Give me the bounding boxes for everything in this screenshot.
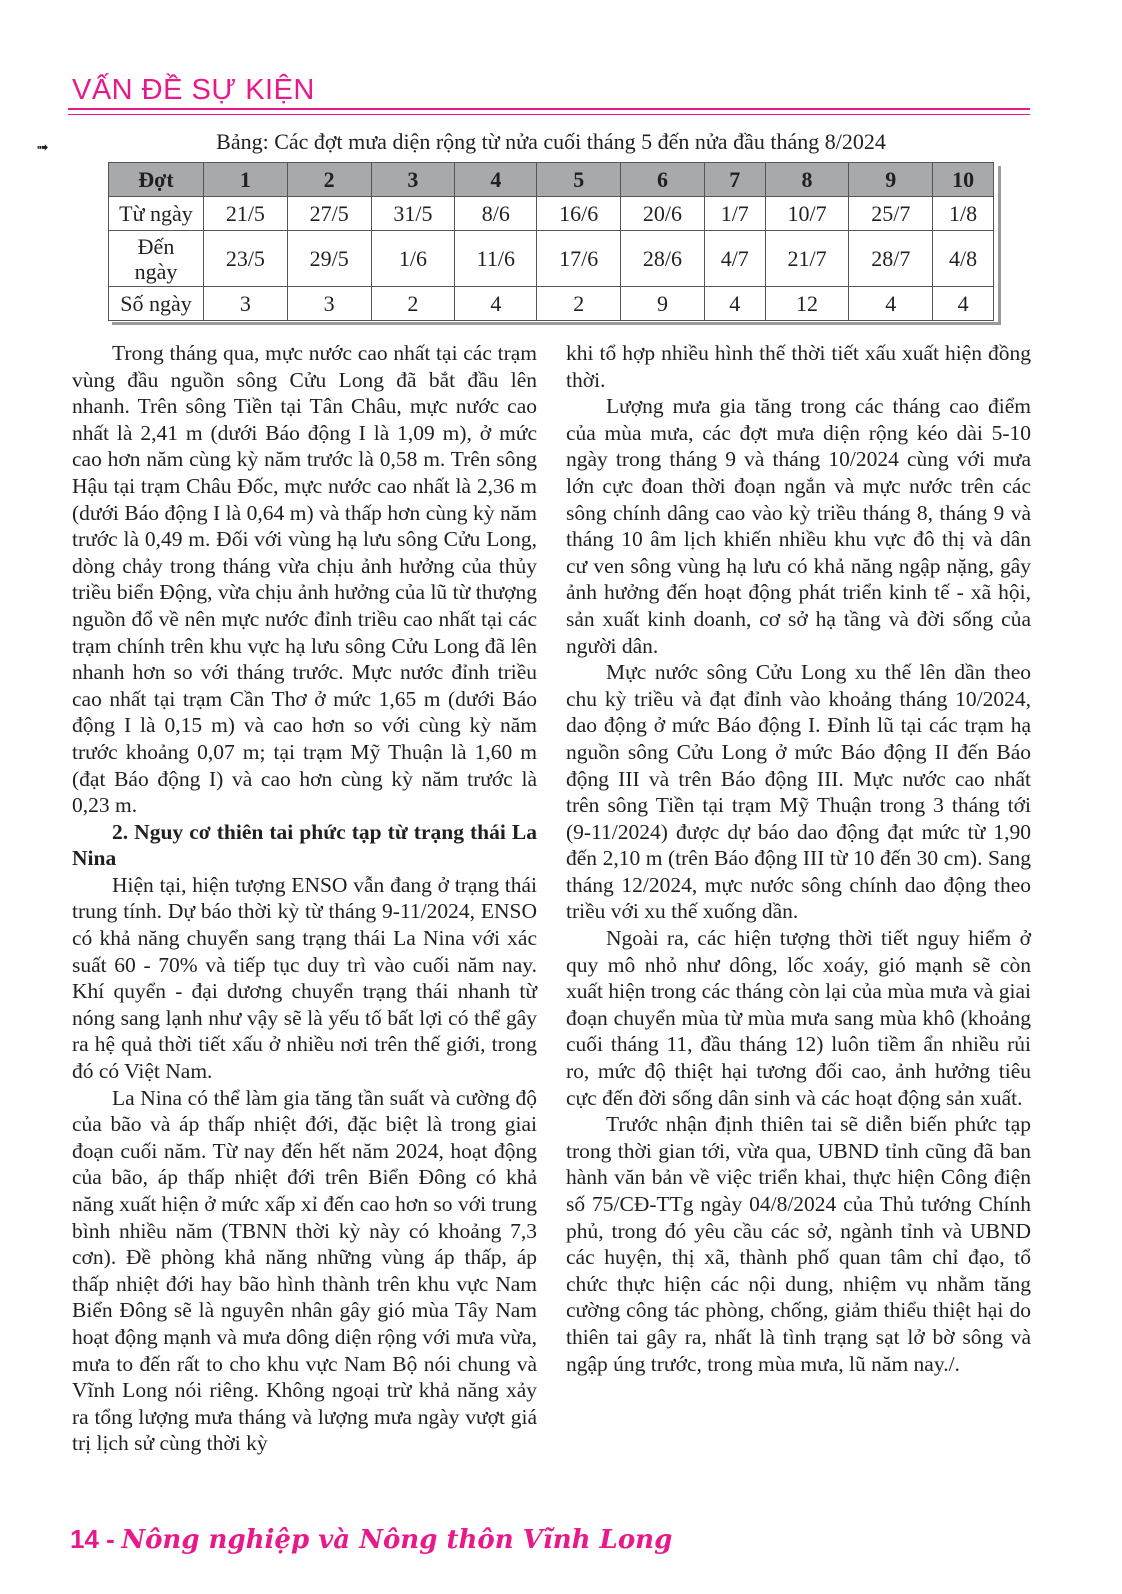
table-cell: 21/5 <box>204 197 288 231</box>
table-cell: 16/6 <box>537 197 621 231</box>
table-cell: 2 <box>537 287 621 321</box>
rainfall-table <box>108 162 994 321</box>
table-cell: 25/7 <box>849 197 933 231</box>
table-cell: 20/6 <box>621 197 705 231</box>
table-cell: 11/6 <box>455 231 537 287</box>
header-rule-thin <box>68 114 1030 115</box>
table-cell: 4 <box>455 287 537 321</box>
left-column <box>72 340 537 1457</box>
table-cell: 1/7 <box>704 197 765 231</box>
table-cell: 27/5 <box>287 197 371 231</box>
table-cell: 29/5 <box>287 231 371 287</box>
row-label: Từ ngày <box>109 197 204 231</box>
table-cell: 3 <box>204 287 288 321</box>
row-label-line: ngày <box>134 258 178 284</box>
section-title: VẤN ĐỀ SỰ KIỆN <box>72 74 315 106</box>
table-caption: Bảng: Các đợt mưa diện rộng từ nửa cuối tháng 5 đến nửa đầu tháng 8/2024 <box>216 129 886 154</box>
magazine-name: Nông nghiệp và Nông thôn Vĩnh Long <box>121 1525 673 1555</box>
table-header-cell: 6 <box>621 163 705 197</box>
page-footer <box>70 1524 672 1555</box>
section-heading: 2. Nguy cơ thiên tai phức tạp từ trạng thái La Nina <box>72 819 537 871</box>
table-header-cell: 4 <box>455 163 537 197</box>
table-cell: 12 <box>765 287 849 321</box>
table-header-row <box>109 163 994 197</box>
table-header-cell: 8 <box>765 163 849 197</box>
table-cell: 4 <box>849 287 933 321</box>
table-cell: 21/7 <box>765 231 849 287</box>
table-cell: 28/7 <box>849 231 933 287</box>
table-header-cell: 10 <box>933 163 994 197</box>
paragraph: Ngoài ra, các hiện tượng thời tiết nguy hiểm ở quy mô nhỏ như dông, lốc xoáy, gió mạnh sẽ còn xuất hiện trong các tháng còn lại của mùa mưa và giai đoạn chuyển mùa từ mùa mưa sang mùa khô (khoảng cuối tháng 11, đầu tháng 12) luôn tiềm ẩn nhiều rủi ro, mức độ thiệt hại tương đối cao, ảnh hưởng tiêu cực đến đời sống dân sinh và các hoạt động sản xuất. <box>566 926 1031 1110</box>
page-number: 14 - <box>70 1524 115 1554</box>
table-cell: 9 <box>621 287 705 321</box>
paragraph: Trước nhận định thiên tai sẽ diễn biến phức tạp trong thời gian tới, vừa qua, UBND tỉnh cũng đã ban hành văn bản về việc triển khai, thực hiện Công điện số 75/CĐ-TTg ngày 04/8/2024 của Thủ tướng Chính phủ, trong đó yêu cầu các sở, ngành tỉnh và UBND các huyện, thị xã, thành phố quan tâm chỉ đạo, tổ chức thực hiện các nội dung, nhiệm vụ nhằm tăng cường công tác phòng, chống, giảm thiểu thiệt hại do thiên tai gây ra, nhất là tình trạng sạt lở bờ sông và ngập úng trước, trong mùa mưa, lũ năm nay./. <box>566 1112 1031 1376</box>
table-header-cell: 1 <box>204 163 288 197</box>
row-label <box>109 231 204 287</box>
table-header-cell: 7 <box>704 163 765 197</box>
table-cell: 3 <box>287 287 371 321</box>
table-header-cell: 5 <box>537 163 621 197</box>
right-column <box>566 340 1031 1377</box>
paragraph: Trong tháng qua, mực nước cao nhất tại các trạm vùng đầu nguồn sông Cửu Long đã bắt đầu lên nhanh. Trên sông Tiền tại Tân Châu, mực nước cao nhất là 2,41 m (dưới Báo động I là 1,09 m), ở mức cao hơn năm cùng kỳ năm trước là 0,58 m. Trên sông Hậu tại trạm Châu Đốc, mực nước cao nhất là 2,36 m (dưới Báo động I là 0,64 m) và thấp hơn cùng kỳ năm trước là 0,49 m. Đối với vùng hạ lưu sông Cửu Long, dòng chảy trong tháng vừa chịu ảnh hưởng của thủy triều biển Động, vừa chịu ảnh hưởng của lũ từ thượng nguồn đổ về nên mực nước đỉnh triều cao nhất tại các trạm chính trên khu vực hạ lưu sông Cửu Long đã lên nhanh hơn so với tháng trước. Mực nước đỉnh triều cao nhất tại trạm Cần Thơ ở mức 1,65 m (dưới Báo động I là 0,15 m) và cao hơn so với cùng kỳ năm trước khoảng 0,07 m; tại trạm Mỹ Thuận là 1,60 m (đạt Báo động I) và cao hơn cùng kỳ năm trước là 0,23 m. <box>72 341 537 818</box>
table-header-cell: 9 <box>849 163 933 197</box>
table-cell: 23/5 <box>204 231 288 287</box>
table-cell: 2 <box>371 287 455 321</box>
row-label: Số ngày <box>109 287 204 321</box>
table-header-label: Đợt <box>109 163 204 197</box>
table-header-cell: 2 <box>287 163 371 197</box>
table-cell: 31/5 <box>371 197 455 231</box>
table-cell: 4/7 <box>704 231 765 287</box>
table-header-cell: 3 <box>371 163 455 197</box>
table-cell: 1/6 <box>371 231 455 287</box>
row-label-line: Đến <box>137 233 175 259</box>
table-cell: 4 <box>933 287 994 321</box>
table-row <box>109 287 994 321</box>
header-rule <box>68 108 1030 110</box>
paragraph: Lượng mưa gia tăng trong các tháng cao điểm của mùa mưa, các đợt mưa diện rộng kéo dài 5-10 ngày trong tháng 9 và tháng 10/2024 cùng với mưa lớn cực đoan thời đoạn ngắn và mực nước trên các sông chính dâng cao vào kỳ triều tháng 8, tháng 9 và tháng 10 âm lịch khiến nhiều khu vực đô thị và dân cư ven sông vùng hạ lưu có khả năng ngập nặng, gây ảnh hưởng đến hoạt động phát triển kinh tế - xã hội, sản xuất kinh doanh, cơ sở hạ tầng và đời sống của người dân. <box>566 394 1031 658</box>
table-cell: 4/8 <box>933 231 994 287</box>
table-row <box>109 197 994 231</box>
table-cell: 8/6 <box>455 197 537 231</box>
table-cell: 4 <box>704 287 765 321</box>
table-row <box>109 231 994 287</box>
table-cell: 17/6 <box>537 231 621 287</box>
table-cell: 1/8 <box>933 197 994 231</box>
table-cell: 28/6 <box>621 231 705 287</box>
paragraph-continuation: khi tổ hợp nhiều hình thế thời tiết xấu xuất hiện đồng thời. <box>566 341 1031 392</box>
table-cell: 10/7 <box>765 197 849 231</box>
arrow-icon: ➟ <box>36 138 49 156</box>
paragraph: Hiện tại, hiện tượng ENSO vẫn đang ở trạng thái trung tính. Dự báo thời kỳ từ tháng 9-11/2024, ENSO có khả năng chuyển sang trạng thái La Nina với xác suất 60 - 70% và tiếp tục duy trì vào cuối năm nay. Khí quyển - đại dương chuyển trạng thái nhanh từ nóng sang lạnh như vậy sẽ là yếu tố bất lợi có thể gây ra hệ quả thời tiết xấu ở nhiều nơi trên thế giới, trong đó có Việt Nam. <box>72 872 537 1084</box>
paragraph: La Nina có thể làm gia tăng tần suất và cường độ của bão và áp thấp nhiệt đới, đặc biệt là trong giai đoạn cuối năm. Từ nay đến hết năm 2024, hoạt động của bão, áp thấp nhiệt đới trên Biển Đông có khả năng xuất hiện ở mức xấp xỉ đến cao hơn so với trung bình nhiều năm (TBNN thời kỳ này có khoảng 7,3 cơn). Đề phòng khả năng những vùng áp thấp, áp thấp nhiệt đới hay bão hình thành trên khu vực Nam Biển Đông sẽ là nguyên nhân gây gió mùa Tây Nam hoạt động mạnh và mưa dông diện rộng với mưa vừa, mưa to đến rất to cho khu vực Nam Bộ nói chung và Vĩnh Long nói riêng. Không ngoại trừ khả năng xảy ra tổng lượng mưa tháng và lượng mưa ngày vượt giá trị lịch sử cùng thời kỳ <box>72 1085 537 1456</box>
paragraph: Mực nước sông Cửu Long xu thế lên dần theo chu kỳ triều và đạt đỉnh vào khoảng tháng 10/2024, dao động ở mức Báo động I. Đỉnh lũ tại các trạm hạ nguồn sông Cửu Long ở mức Báo động II đến Báo động III và trên Báo động III. Mực nước cao nhất trên sông Tiền tại trạm Mỹ Thuận trong 3 tháng tới (9-11/2024) được dự báo dao động đạt mức từ 1,90 đến 2,10 m (trên Báo động III từ 10 đến 30 cm). Sang tháng 12/2024, mực nước sông chính dao động theo triều với xu thế xuống dần. <box>566 660 1031 924</box>
